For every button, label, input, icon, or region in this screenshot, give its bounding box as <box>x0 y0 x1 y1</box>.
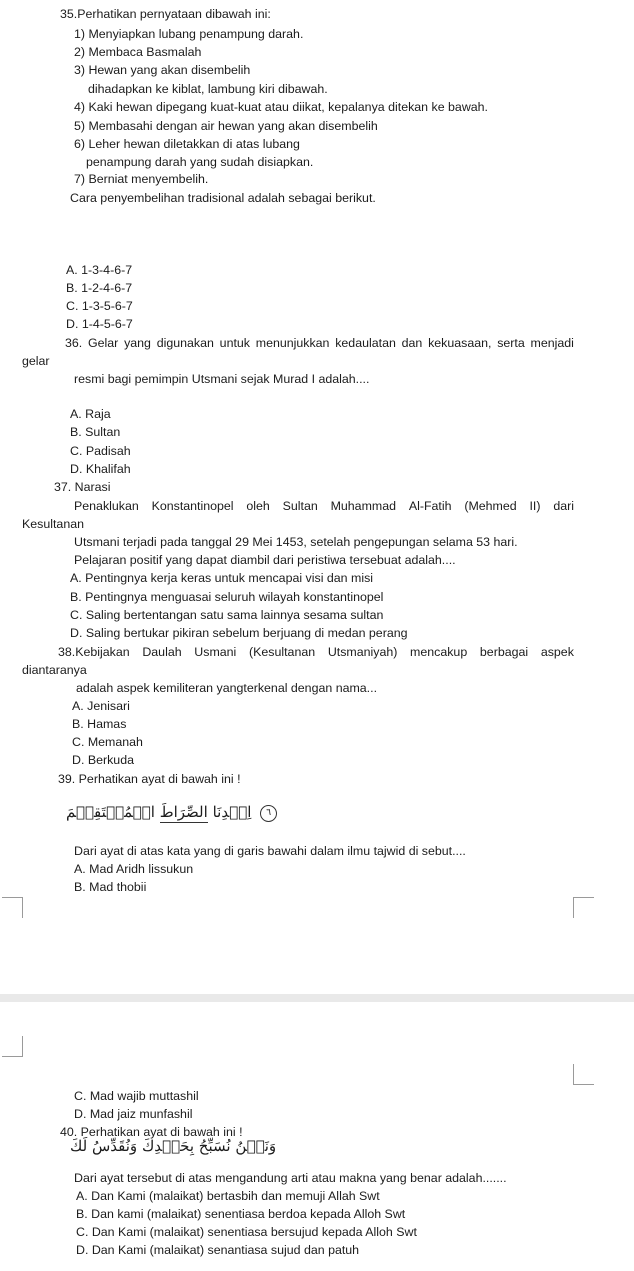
q37-line-1: Penaklukan Konstantinopel oleh Sultan Muhammad Al-Fatih (Mehmed II) dari <box>74 499 574 513</box>
crop-corner-top-left <box>2 897 23 918</box>
q35-option-b[interactable]: B. 1-2-4-6-7 <box>66 281 133 295</box>
q35-option-a[interactable]: A. 1-3-4-6-7 <box>66 263 133 277</box>
q38-option-a[interactable]: A. Jenisari <box>72 699 130 713</box>
q37-line-2: Kesultanan <box>22 517 85 531</box>
q38-option-b[interactable]: B. Hamas <box>72 717 127 731</box>
q40-option-a[interactable]: A. Dan Kami (malaikat) bertasbih dan memuji Allah Swt <box>76 1189 380 1203</box>
q35-prompt: Cara penyembelihan tradisional adalah sebagai berikut. <box>70 191 376 205</box>
q36-option-a[interactable]: A. Raja <box>70 407 111 421</box>
q38-option-d[interactable]: D. Berkuda <box>72 753 134 767</box>
q37-option-a[interactable]: A. Pentingnya kerja keras untuk mencapai visi dan misi <box>70 571 374 585</box>
q39-option-c[interactable]: C. Mad wajib muttashil <box>74 1089 199 1103</box>
q37-option-d[interactable]: D. Saling bertukar pikiran sebelum berjuang di medan perang <box>70 626 408 640</box>
q36-line-1: 36. Gelar yang digunakan untuk menunjukkan kedaulatan dan kekuasaan, serta menjadi <box>65 336 574 350</box>
page-gap-divider <box>0 994 634 1002</box>
q35-statement-5: 5) Membasahi dengan air hewan yang akan disembelih <box>74 119 378 133</box>
q39-option-d[interactable]: D. Mad jaiz munfashil <box>74 1107 193 1121</box>
q35-option-d[interactable]: D. 1-4-5-6-7 <box>66 317 133 331</box>
q38-line-1: 38.Kebijakan Daulah Usmani (Kesultanan Utsmaniyah) mencakup berbagai aspek <box>58 645 574 659</box>
q40-option-c[interactable]: C. Dan Kami (malaikat) senentiasa bersujud kepada Alloh Swt <box>76 1225 417 1239</box>
q35-statement-3a: 3) Hewan yang akan disembelih <box>74 63 251 77</box>
q38-line-2: diantaranya <box>22 663 87 677</box>
q35-title: 35.Perhatikan pernyataan dibawah ini: <box>60 7 271 21</box>
q36-line-2: gelar <box>22 354 50 368</box>
q38-option-c[interactable]: C. Memanah <box>72 735 143 749</box>
q35-statement-2: 2) Membaca Basmalah <box>74 45 202 59</box>
q35-statement-4: 4) Kaki hewan dipegang kuat-kuat atau diikat, kepalanya ditekan ke bawah. <box>74 100 488 114</box>
q37-line-3: Utsmani terjadi pada tanggal 29 Mei 1453, setelah pengepungan selama 53 hari. <box>74 535 518 549</box>
crop-corner-bottom-left <box>2 1036 23 1057</box>
q36-option-b[interactable]: B. Sultan <box>70 425 121 439</box>
q37-option-b[interactable]: B. Pentingnya menguasai seluruh wilayah konstantinopel <box>70 590 384 604</box>
q40-title: 40. Perhatikan ayat di bawah ini ! <box>60 1125 243 1139</box>
q35-option-c[interactable]: C. 1-3-5-6-7 <box>66 299 133 313</box>
q36-option-c[interactable]: C. Padisah <box>70 444 131 458</box>
q35-statement-6a: 6) Leher hewan diletakkan di atas lubang <box>74 137 300 151</box>
q40-option-d[interactable]: D. Dan Kami (malaikat) senantiasa sujud dan patuh <box>76 1243 360 1257</box>
q36-line-3: resmi bagi pemimpin Utsmani sejak Murad I adalah.... <box>74 372 370 386</box>
q40-question: Dari ayat tersebut di atas mengandung arti atau makna yang benar adalah....... <box>74 1171 507 1185</box>
q39-verse-word-3: الۡمُسۡتَقِيۡمَ <box>66 803 155 821</box>
q39-question: Dari ayat di atas kata yang di garis bawahi dalam ilmu tajwid di sebut.... <box>74 844 466 858</box>
q39-title: 39. Perhatikan ayat di bawah ini ! <box>58 772 241 786</box>
q35-statement-6b: penampung darah yang sudah disiapkan. <box>86 155 314 169</box>
q39-option-b[interactable]: B. Mad thobii <box>74 880 147 894</box>
q37-title: 37. Narasi <box>54 480 111 494</box>
q35-statement-3b: dihadapkan ke kiblat, lambung kiri dibawah. <box>88 82 328 96</box>
q39-verse-underlined-word: الصِّرَاطَ <box>159 803 208 821</box>
q37-option-c[interactable]: C. Saling bertentangan satu sama lainnya sesama sultan <box>70 608 384 622</box>
q35-statement-1: 1) Menyiapkan lubang penampung darah. <box>74 27 304 41</box>
crop-corner-bottom-right <box>573 1064 594 1085</box>
q37-line-4: Pelajaran positif yang dapat diambil dari peristiwa tersebuat adalah.... <box>74 553 456 567</box>
crop-corner-top-right <box>573 897 594 918</box>
q40-option-b[interactable]: B. Dan kami (malaikat) senentiasa berdoa kepada Alloh Swt <box>76 1207 406 1221</box>
q40-arabic-verse: وَنَحۡنُ نُسَبِّحُ بِحَمۡدِكَ وَنُقَدِّسُ لَكَ <box>70 1137 277 1155</box>
q39-option-a[interactable]: A. Mad Aridh lissukun <box>74 862 194 876</box>
q39-arabic-verse <box>66 803 277 822</box>
q38-line-3: adalah aspek kemiliteran yangterkenal dengan nama... <box>76 681 378 695</box>
q36-option-d[interactable]: D. Khalifah <box>70 462 131 476</box>
q39-verse-number: ٦ <box>260 805 277 822</box>
q39-verse-word-1: اِهۡدِنَا <box>212 803 252 821</box>
q35-statement-7: 7) Berniat menyembelih. <box>74 172 209 186</box>
